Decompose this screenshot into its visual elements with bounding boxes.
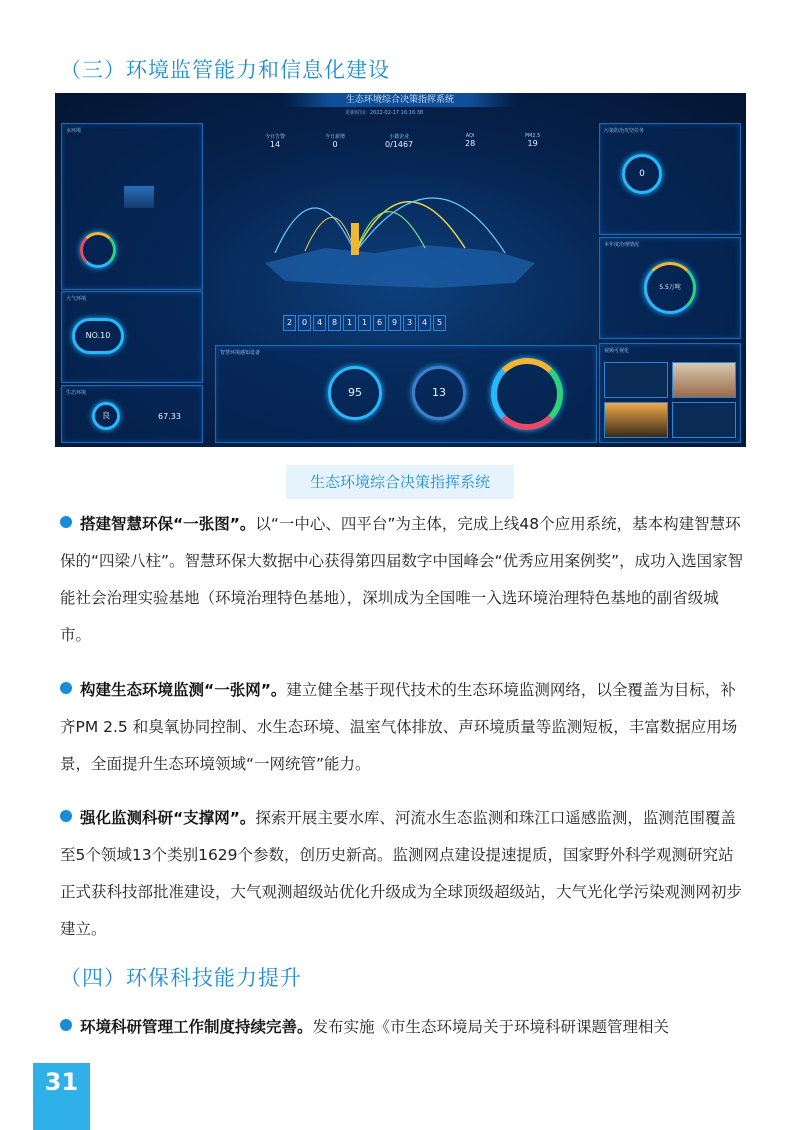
counter-digit: 8 [328,315,341,331]
water-donut-icon [80,232,116,268]
stat-item: AQI 28 [465,133,476,148]
dashboard-screenshot [55,93,746,447]
counter-digit: 5 [433,315,446,331]
map-illustration [205,153,595,303]
counter-digit: 3 [403,315,416,331]
counter-digit: 6 [373,315,386,331]
paragraph [60,800,746,948]
counter-digit: 2 [283,315,296,331]
pollution-ring: 0 [622,154,662,194]
device-donut [491,358,563,430]
counter-digit: 4 [313,315,326,331]
counter-digit: 9 [388,315,401,331]
paragraph-lead: 强化监测科研“支撑网”。 [80,809,256,827]
paragraph-body: 探索开展主要水库、河流水生态监测和珠江口遥感监测，监测范围覆盖至5个领域13个类别1629个参数，创历史新高。监测网点建设提速提质，国家野外科学观测研究站正式获科技部批准建设，大气观测超级站优化升级成为全球顶级超级站，大气光化学污染观测网初步建立。 [60,809,743,938]
paragraph [60,672,746,783]
section-title: （四）环保科技能力提升 [60,966,302,990]
pollution-panel [599,123,741,235]
figure-caption: 生态环境综合决策指挥系统 [286,465,514,499]
counter-digit: 1 [343,315,356,331]
paragraph-body: 发布实施《市生态环境局关于环境科研课题管理相关 [312,1018,670,1036]
panel-title: 本年度治理情况 [604,242,640,248]
paragraph-lead: 搭建智慧环保“一张图”。 [80,515,256,533]
video-tile [604,402,668,438]
stat-item: 小微企业 0/1467 [385,134,414,149]
video-panel [599,343,741,443]
counter-digit: 4 [418,315,431,331]
annual-panel [599,237,741,339]
eco-grade: 良 [92,402,120,430]
video-tile [672,362,736,398]
bullet-icon [60,516,72,528]
section-title: （三）环境监管能力和信息化建设 [60,58,390,82]
video-tile [672,402,736,438]
stat-item: 今日告警 14 [265,134,286,149]
paragraph-body: 以“一中心、四平台”为主体，完成上线48个应用系统，基本构建智慧环保的“四梁八柱”。智慧环保大数据中心获得第四届数字中国峰会“优秀应用案例奖”，成功入选国家智能社会治理实验基地（环境治理特色基地），深圳成为全国唯一入选环境治理特色基地的副省级城市。 [60,515,744,644]
panel-title: 污染防治攻坚任务 [604,128,645,134]
air-rank: NO.10 [72,318,124,354]
stat-item: 今日新增 0 [325,134,346,149]
panel-title: 智慧环境感知设备 [220,350,261,356]
video-tile [604,362,668,398]
paragraph-lead: 构建生态环境监测“一张网”。 [80,681,287,699]
perception-panel [215,345,597,443]
counter-digit: 1 [358,315,371,331]
panel-title: 水环境 [66,128,82,134]
paragraph [60,1009,746,1046]
perception-pct-ring: 95 [328,366,382,420]
counter-digit: 0 [298,315,311,331]
eco-panel [61,385,203,443]
cube-icon [124,186,154,208]
air-panel [61,291,203,383]
water-panel [61,123,203,290]
stat-item: PM2.5 19 [525,133,541,148]
page-number: 31 [33,1063,90,1130]
paragraph-lead: 环境科研管理工作制度持续完善。 [80,1018,313,1036]
paragraph-body: 建立健全基于现代技术的生态环境监测网络，以全覆盖为目标，补齐PM 2.5 和臭氧协同控制、水生态环境、温室气体排放、声环境质量等监测短板，丰富数据应用场景，全面提升生态环境领域“一网统管”能力。 [60,681,738,773]
bullet-icon [60,682,72,694]
bullet-icon [60,810,72,822]
panel-title: 大气环境 [66,296,87,302]
panel-title: 生态环境 [66,390,87,396]
eco-index: 67.33 [158,412,181,421]
bullet-icon [60,1019,72,1031]
paragraph [60,506,746,654]
perception-count-ring: 13 [412,366,466,420]
panel-title: 视频可视化 [604,348,630,354]
dashboard-title: 生态环境综合决策指挥系统 [285,93,515,107]
dashboard-timestamp: 更新时间：2022-02-17 16:16:38 [345,110,424,116]
annual-donut: 5.5万吨 [644,262,696,314]
